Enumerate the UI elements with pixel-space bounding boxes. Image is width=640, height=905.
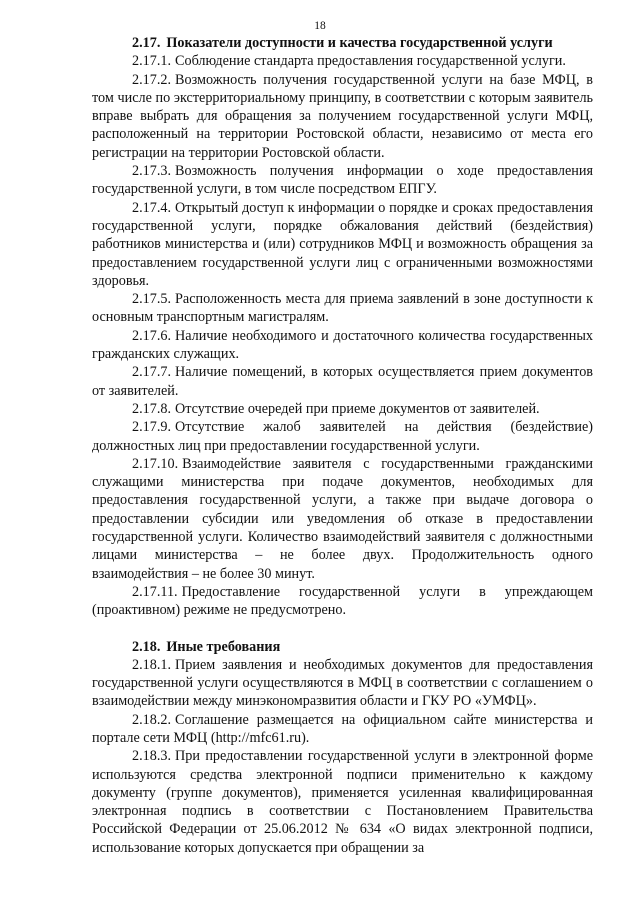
paragraph-text: Открытый доступ к информации о порядке и сроках предоставления государственной услуги, порядке обжалования действий (бездействия) работников министерства и (или) сотрудников МФЦ и возможность обращения за предоставлением государственной услуги лиц с ограниченными возможностями здоровья. <box>92 199 593 289</box>
paragraph-text: Соглашение размещается на официальном сайте министерства и портале сети МФЦ (http://mfc61.ru). <box>92 711 593 746</box>
paragraph-text: Отсутствие жалоб заявителей на действия (бездействие) должностных лиц при предоставлении государственной услуги. <box>92 419 593 454</box>
document-body <box>92 34 593 857</box>
paragraph-text: Соблюдение стандарта предоставления государственной услуги. <box>175 53 566 70</box>
paragraph-2-17-7 <box>92 363 593 400</box>
paragraph-2-17-4 <box>92 199 593 290</box>
paragraph-2-17-10 <box>92 455 593 583</box>
section-title: Иные требования <box>166 638 281 655</box>
paragraph-number: 2.17.11. <box>132 583 178 600</box>
paragraph-2-17-3 <box>92 162 593 199</box>
paragraph-number: 2.17.4. <box>132 199 172 216</box>
paragraph-2-17-1 <box>92 52 593 70</box>
section-heading-2-18 <box>92 638 593 656</box>
paragraph-number: 2.17.7. <box>132 364 172 381</box>
paragraph-2-17-5 <box>92 290 593 327</box>
paragraph-number: 2.18.3. <box>132 748 172 765</box>
paragraph-text: Отсутствие очередей при приеме документов от заявителей. <box>175 400 540 417</box>
paragraph-2-17-6 <box>92 327 593 364</box>
paragraph-2-17-2 <box>92 71 593 162</box>
paragraph-text: Наличие помещений, в которых осуществляется прием документов от заявителей. <box>92 364 593 399</box>
paragraph-2-18-1 <box>92 656 593 711</box>
paragraph-number: 2.17.3. <box>132 163 172 180</box>
paragraph-2-18-2 <box>92 711 593 748</box>
section-heading-2-17 <box>92 34 593 52</box>
page-number: 18 <box>314 20 326 32</box>
paragraph-number: 2.17.10. <box>132 455 179 472</box>
paragraph-text: Наличие необходимого и достаточного количества государственных гражданских служащих. <box>92 327 593 363</box>
paragraph-number: 2.17.9. <box>132 419 172 436</box>
paragraph-text: Возможность получения информации о ходе предоставления государственной услуги, в том числе посредством ЕПГУ. <box>92 163 593 198</box>
paragraph-text: Взаимодействие заявителя с государственными гражданскими служащими министерства при подаче документов, необходимых для предоставления государственной услуги, а также при выдаче договора о предоставлении субсидии или уведомления об отказе в предоставлении государственной услуги. Количество взаимодействий заявителя с должностными лицами министерства – не более двух. Продолжительность одного взаимодействия – не более 30 минут. <box>92 455 593 582</box>
paragraph-number: 2.18.1. <box>132 656 172 673</box>
paragraph-number: 2.17.5. <box>132 291 172 308</box>
paragraph-text: Прием заявления и необходимых документов для предоставления государственной услуги осуществляются в МФЦ в соответствии с соглашением о взаимодействии между минэкономразвития области и ГКУ РО «УМФЦ». <box>92 656 593 710</box>
paragraph-text: Расположенность места для приема заявлений в зоне доступности к основным транспортным магистралям. <box>92 291 593 326</box>
section-spacer <box>92 620 593 638</box>
paragraph-2-17-8 <box>92 400 593 418</box>
paragraph-2-17-11 <box>92 583 593 620</box>
paragraph-text: Предоставление государственной услуги в упреждающем (проактивном) режиме не предусмотрено. <box>92 583 593 619</box>
paragraph-2-18-3 <box>92 747 593 857</box>
section-number: 2.18. <box>132 638 161 655</box>
paragraph-number: 2.18.2. <box>132 711 172 728</box>
paragraph-2-17-9 <box>92 418 593 455</box>
section-number: 2.17. <box>132 35 161 51</box>
section-title: Показатели доступности и качества государственной услуги <box>166 35 553 51</box>
paragraph-text: При предоставлении государственной услуги в электронной форме используются средства электронной подписи применительно к каждому документу (группе документов), применяется усиленная квалифицированная электронная подпись в соответствии с Постановлением Правительства Российской Федерации от 25.06.2012 № 634 «О видах электронной подписи, использование которых допускается при обращении за <box>92 748 593 856</box>
paragraph-number: 2.17.2. <box>132 71 172 88</box>
paragraph-number: 2.17.8. <box>132 400 172 417</box>
paragraph-number: 2.17.1. <box>132 53 172 70</box>
paragraph-text: Возможность получения государственной услуги на базе МФЦ, в том числе по экстерриториальному принципу, в соответствии с которым заявитель вправе выбрать для обращения за получением государственной услуги МФЦ, расположенный на территории Ростовской области, независимо от места его регистрации на территории Ростовской области. <box>92 71 593 161</box>
paragraph-number: 2.17.6. <box>132 327 172 344</box>
